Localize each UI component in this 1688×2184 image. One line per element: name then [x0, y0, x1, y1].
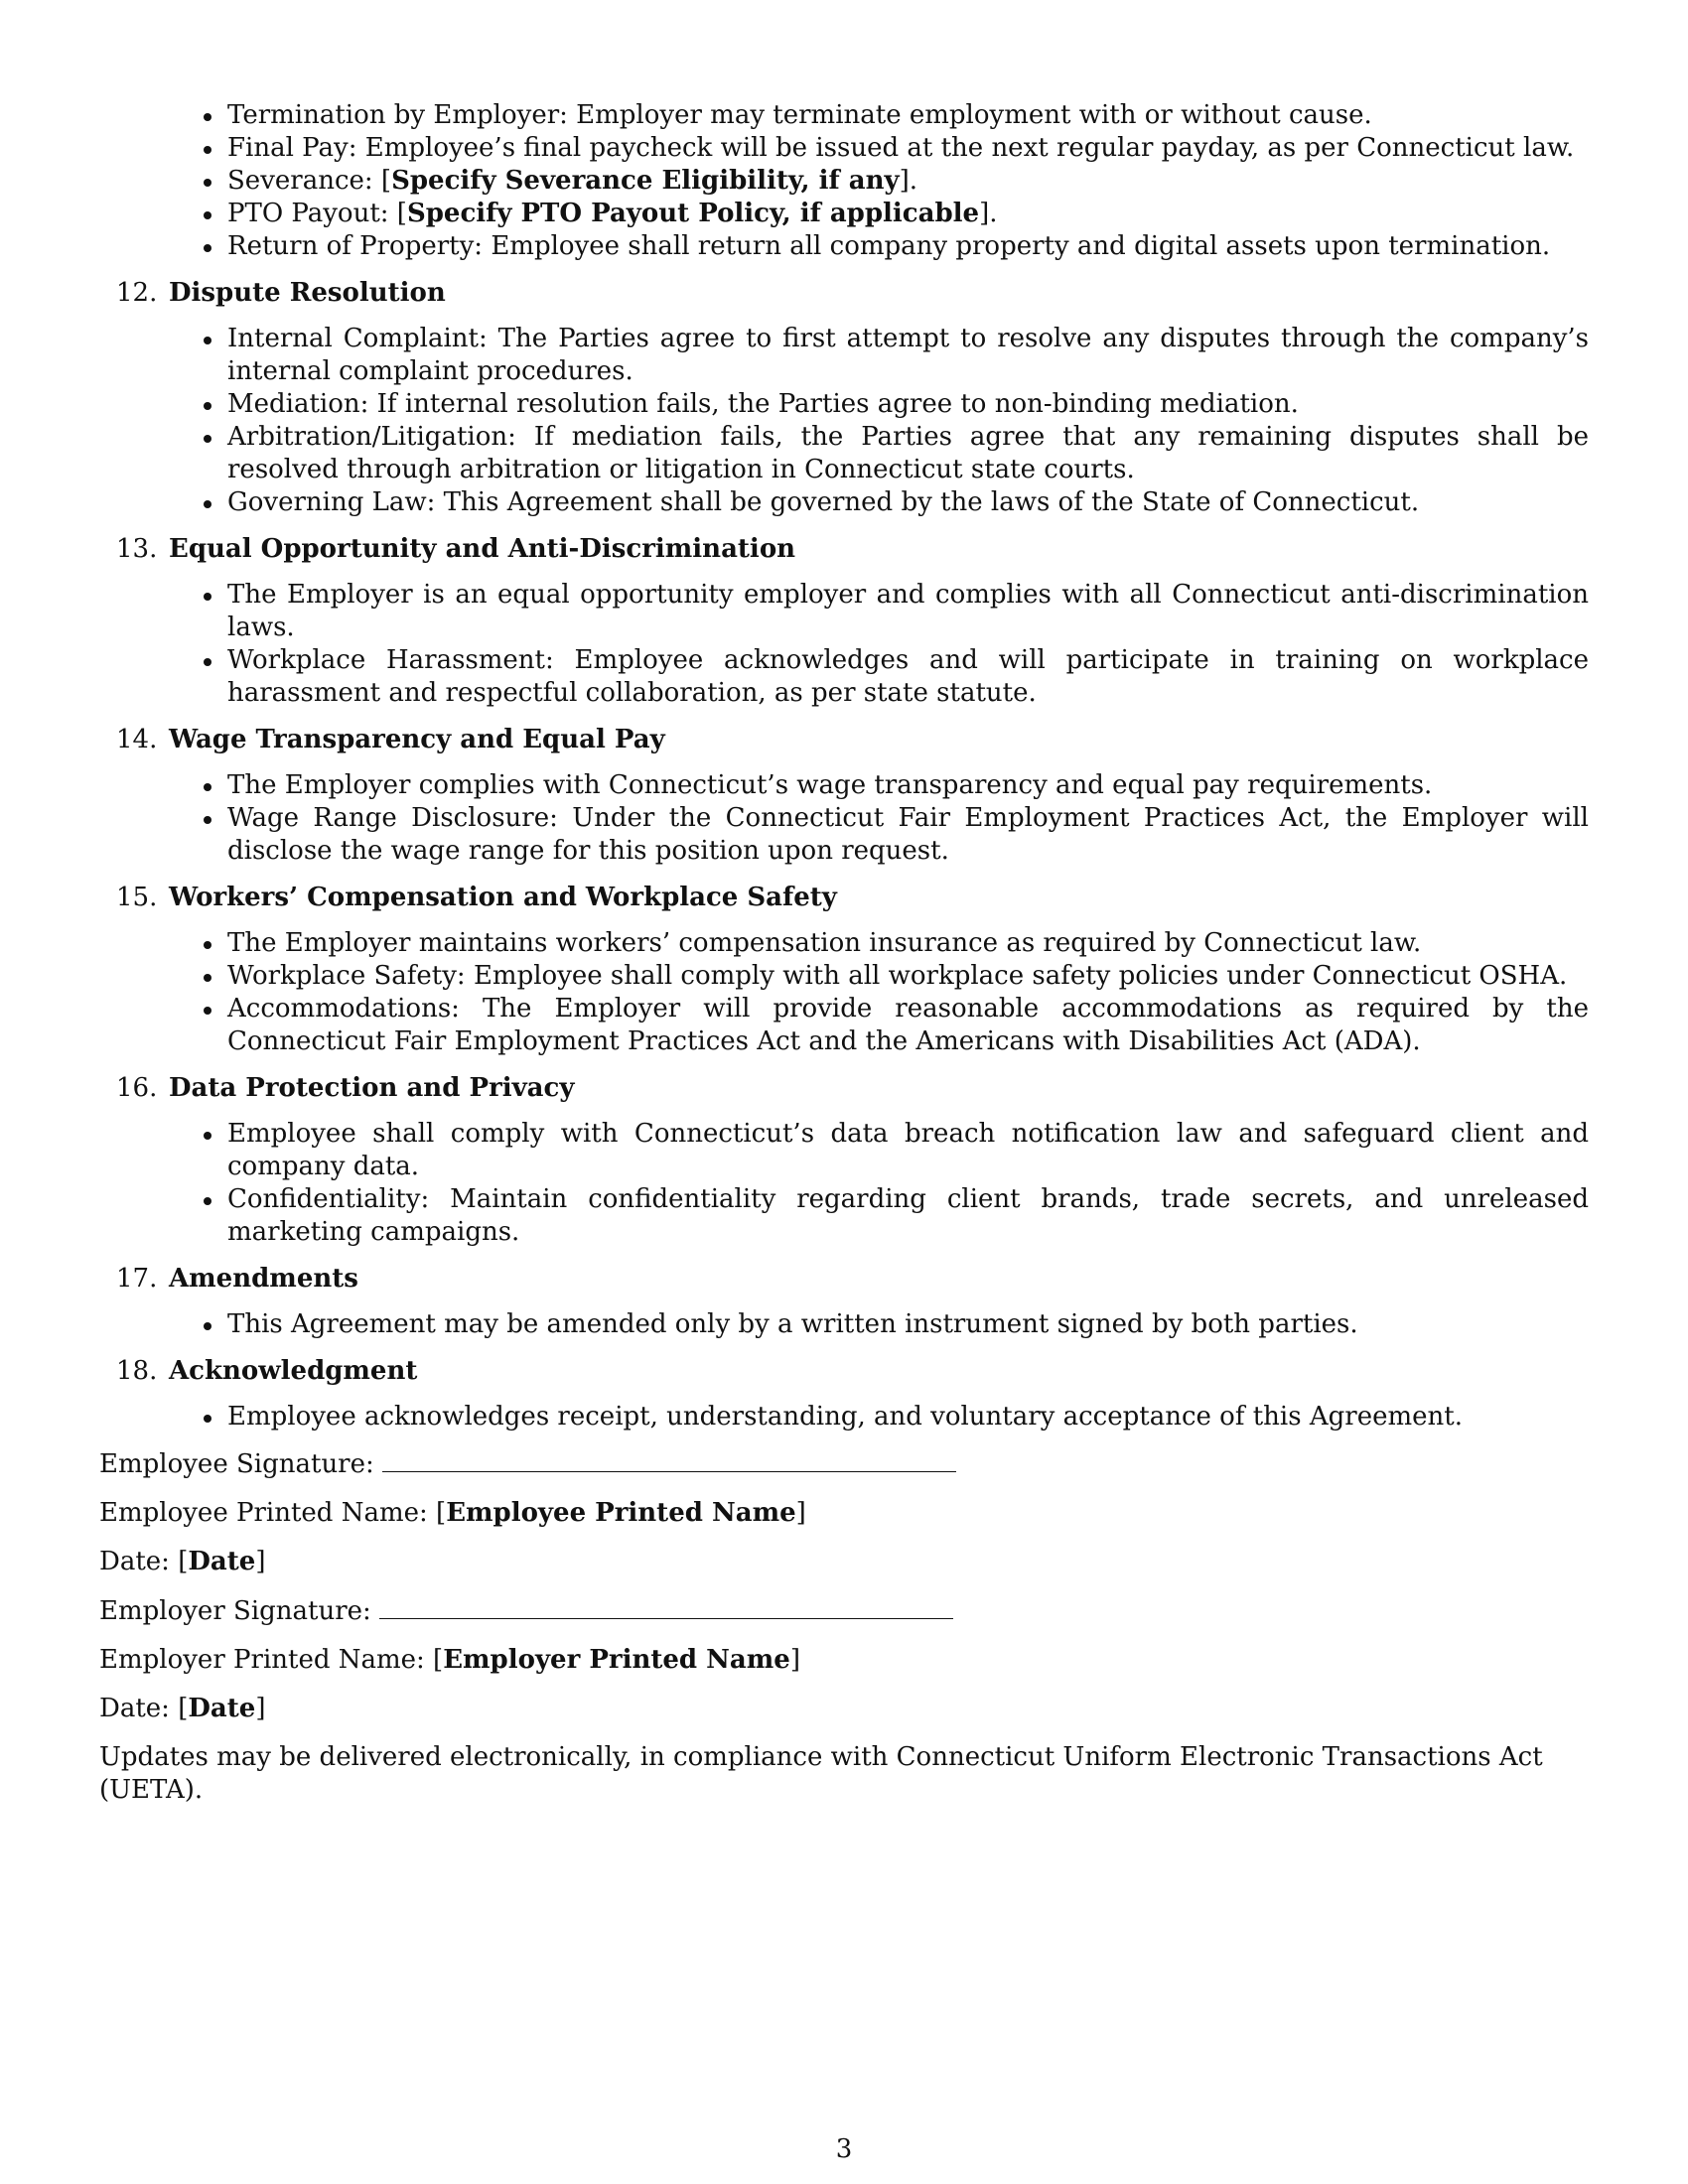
section-title: Workers’ Compensation and Workplace Safety — [169, 883, 837, 912]
employee-signature-label: Employee Signature: — [99, 1449, 374, 1479]
section-heading — [99, 533, 1589, 566]
list-item: The Employer maintains workers’ compensation insurance as required by Connecticut law. — [99, 927, 1589, 960]
section-number: 16. — [116, 1073, 158, 1103]
section-amendments — [99, 1263, 1589, 1341]
employer-signature-row — [99, 1594, 1589, 1628]
section-title: Wage Transparency and Equal Pay — [169, 725, 665, 754]
list-item: Arbitration/Litigation: If mediation fails, the Parties agree that any remaining disputes shall be resolved through arbitration or litigation in Connecticut state courts. — [99, 421, 1589, 486]
section-heading — [99, 882, 1589, 914]
section-wage-transparency — [99, 724, 1589, 868]
section-heading — [99, 724, 1589, 756]
document-page — [99, 99, 1589, 1807]
section-title: Dispute Resolution — [169, 278, 446, 308]
section-title: Data Protection and Privacy — [169, 1073, 575, 1103]
section-equal-opportunity — [99, 533, 1589, 710]
employer-date-label: Date: — [99, 1694, 170, 1723]
employer-signature-line[interactable] — [379, 1594, 953, 1619]
section-title: Equal Opportunity and Anti-Discrimination — [169, 534, 796, 564]
list-item: Internal Complaint: The Parties agree to first attempt to resolve any disputes through the company’s internal complaint procedures. — [99, 323, 1589, 388]
list-item: Workplace Safety: Employee shall comply with all workplace safety policies under Connecticut OSHA. — [99, 960, 1589, 993]
employee-date-value: Date — [188, 1547, 256, 1576]
employee-date-row: Date: [Date] — [99, 1547, 266, 1576]
list-item: The Employer complies with Connecticut’s wage transparency and equal pay requirements. — [99, 769, 1589, 802]
section-data-protection — [99, 1072, 1589, 1249]
list-item: Severance: [Specify Severance Eligibility, if any]. — [99, 165, 1589, 198]
employee-signature-line[interactable] — [382, 1447, 956, 1472]
list-item: Termination by Employer: Employer may terminate employment with or without cause. — [99, 99, 1589, 132]
employee-name-row: Employee Printed Name: [Employee Printed Name] — [99, 1498, 806, 1528]
list-item: The Employer is an equal opportunity employer and complies with all Connecticut anti-discrimination laws. — [99, 579, 1589, 644]
employee-name-label: Employee Printed Name: — [99, 1498, 428, 1528]
section-title: Acknowledgment — [169, 1356, 418, 1386]
list-item: Confidentiality: Maintain confidentiality regarding client brands, trade secrets, and unreleased marketing campaigns. — [99, 1183, 1589, 1249]
list-item: Employee acknowledges receipt, understanding, and voluntary acceptance of this Agreement. — [99, 1401, 1589, 1433]
employer-name-value: Employer Printed Name — [443, 1645, 790, 1675]
list-item: Employee shall comply with Connecticut’s data breach notification law and safeguard client and company data. — [99, 1118, 1589, 1183]
list-item: Mediation: If internal resolution fails, the Parties agree to non-binding mediation. — [99, 388, 1589, 421]
section-workers-compensation — [99, 882, 1589, 1058]
section-heading — [99, 1263, 1589, 1296]
employer-name-row: Employer Printed Name: [Employer Printed Name] — [99, 1645, 800, 1675]
section-dispute-resolution — [99, 277, 1589, 519]
section-heading — [99, 1355, 1589, 1388]
list-item: PTO Payout: [Specify PTO Payout Policy, if applicable]. — [99, 198, 1589, 230]
employee-date-label: Date: — [99, 1547, 170, 1576]
section-number: 12. — [116, 278, 158, 308]
section-heading — [99, 277, 1589, 310]
placeholder-pto-payout: Specify PTO Payout Policy, if applicable — [406, 199, 980, 228]
employer-date-row: Date: [Date] — [99, 1694, 266, 1723]
employee-name-value: Employee Printed Name — [446, 1498, 796, 1528]
employer-signature-label: Employer Signature: — [99, 1596, 371, 1626]
list-item: This Agreement may be amended only by a written instrument signed by both parties. — [99, 1308, 1589, 1341]
section-number: 18. — [116, 1356, 158, 1386]
section-number: 17. — [116, 1264, 158, 1294]
section-number: 15. — [116, 883, 158, 912]
section-acknowledgment — [99, 1355, 1589, 1433]
page-number: 3 — [835, 2134, 853, 2164]
employer-name-label: Employer Printed Name: — [99, 1645, 425, 1675]
section-title: Amendments — [169, 1264, 358, 1294]
list-item: Workplace Harassment: Employee acknowledges and will participate in training on workplace harassment and respectful collaboration, as per state statute. — [99, 644, 1589, 710]
section-heading — [99, 1072, 1589, 1105]
section-number: 13. — [116, 534, 158, 564]
section-number: 14. — [116, 725, 158, 754]
footer-note: Updates may be delivered electronically, in compliance with Connecticut Uniform Electronic Transactions Act (UETA). — [99, 1742, 1543, 1805]
list-item: Return of Property: Employee shall return all company property and digital assets upon termination. — [99, 230, 1589, 263]
termination-bullets — [99, 99, 1589, 263]
list-item: Accommodations: The Employer will provide reasonable accommodations as required by the Connecticut Fair Employment Practices Act and the Americans with Disabilities Act (ADA). — [99, 993, 1589, 1058]
list-item: Wage Range Disclosure: Under the Connecticut Fair Employment Practices Act, the Employer will disclose the wage range for this position upon request. — [99, 802, 1589, 868]
employee-signature-row — [99, 1447, 1589, 1481]
list-item: Final Pay: Employee’s final paycheck will be issued at the next regular payday, as per Connecticut law. — [99, 132, 1589, 165]
employer-date-value: Date — [188, 1694, 256, 1723]
list-item: Governing Law: This Agreement shall be governed by the laws of the State of Connecticut. — [99, 486, 1589, 519]
placeholder-severance: Specify Severance Eligibility, if any — [391, 166, 900, 196]
